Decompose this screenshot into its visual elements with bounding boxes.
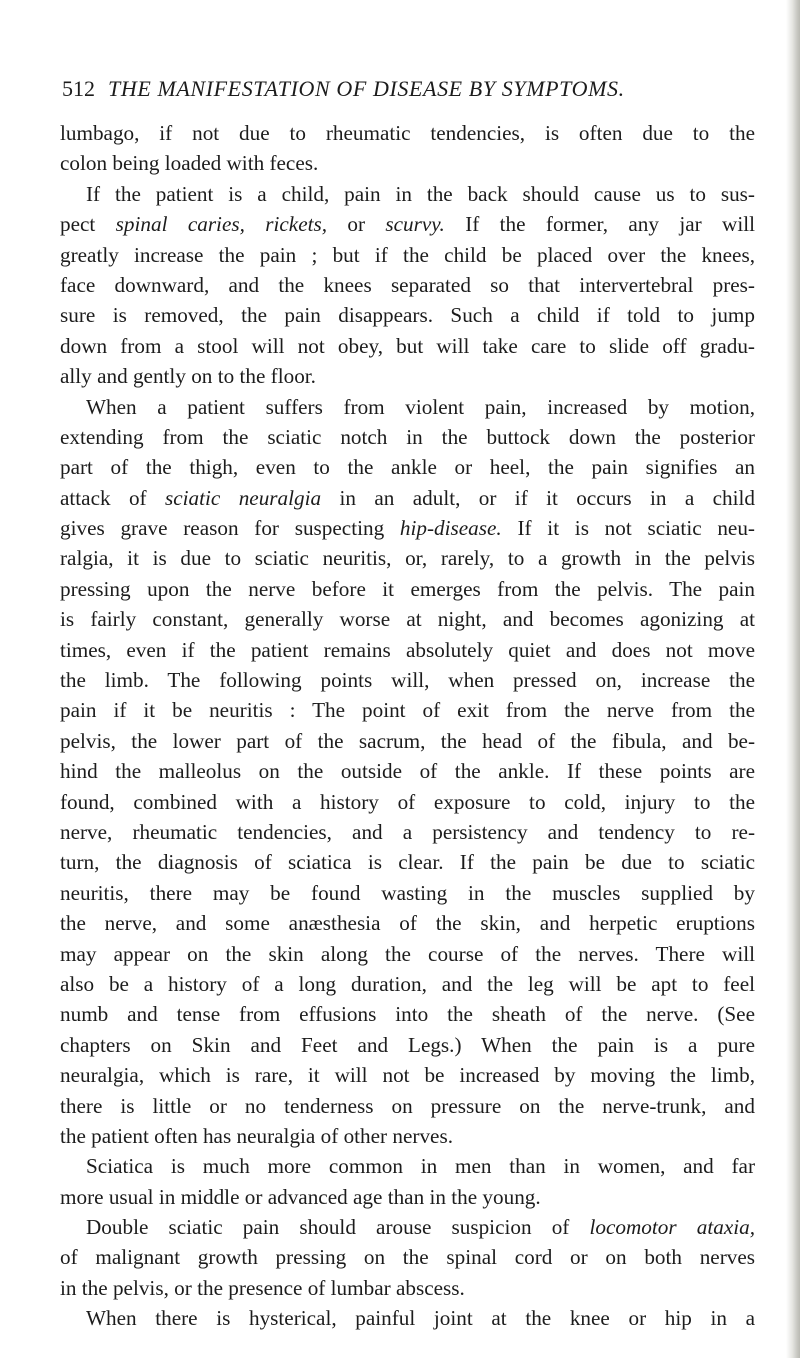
text-segment: pect — [60, 212, 116, 237]
text-line — [60, 878, 755, 908]
text-segment: Sciatica is much more common in men than in women, and far — [86, 1154, 755, 1179]
text-segment: times, even if the patient remains absolutely quiet and does not move — [60, 637, 755, 662]
text-line — [60, 908, 755, 938]
text-line — [60, 1242, 755, 1272]
text-segment: or — [327, 212, 386, 237]
text-segment: in the pelvis, or the presence of lumbar abscess. — [60, 1275, 465, 1300]
text-line — [60, 270, 755, 300]
text-line — [60, 635, 755, 665]
text-line — [60, 847, 755, 877]
text-line — [60, 209, 755, 239]
italic-term: hip-disease. — [399, 516, 502, 541]
text-segment: ralgia, it is due to sciatic neuritis, or, rarely, to a growth in the pelvis — [60, 546, 755, 571]
text-line — [60, 361, 755, 391]
text-segment: neuritis, there may be found wasting in the muscles supplied by — [60, 880, 755, 905]
text-segment: the patient often has neuralgia of other nerves. — [60, 1123, 453, 1148]
text-segment: turn, the diagnosis of sciatica is clear. If the pain be due to sciatic — [60, 850, 755, 875]
text-line — [60, 118, 755, 148]
text-line — [60, 452, 755, 482]
text-segment: more usual in middle or advanced age than in the young. — [60, 1184, 541, 1209]
text-segment: extending from the sciatic notch in the buttock down the posterior — [60, 424, 755, 449]
text-line — [60, 483, 755, 513]
text-segment: neuralgia, which is rare, it will not be increased by moving the limb, — [60, 1063, 755, 1088]
text-line — [60, 179, 755, 209]
text-segment: gives grave reason for suspecting — [60, 516, 400, 541]
text-line — [60, 1182, 755, 1212]
text-segment: When a patient suffers from violent pain, increased by motion, — [86, 394, 755, 419]
text-line — [60, 331, 755, 361]
text-segment: attack of — [60, 485, 165, 510]
text-line — [60, 543, 755, 573]
text-segment: down from a stool will not obey, but will take care to slide off gradu- — [60, 333, 755, 358]
text-segment: Double sciatic pain should arouse suspicion of — [86, 1215, 590, 1240]
text-line — [60, 1060, 755, 1090]
text-line — [60, 1121, 755, 1151]
text-line — [60, 392, 755, 422]
text-segment: If the patient is a child, pain in the back should cause us to sus- — [86, 181, 755, 206]
text-segment: When there is hysterical, painful joint at the knee or hip in a — [86, 1306, 755, 1331]
body-text — [60, 118, 755, 1334]
page-edge-shadow — [786, 0, 800, 1358]
italic-term: spinal caries, rickets, — [115, 212, 328, 237]
text-line — [60, 148, 755, 178]
text-line — [60, 422, 755, 452]
text-segment: hind the malleolus on the outside of the ankle. If these points are — [60, 759, 755, 784]
text-line — [60, 817, 755, 847]
text-segment: also be a history of a long duration, and the leg will be apt to feel — [60, 971, 755, 996]
text-segment: pain if it be neuritis : The point of exit from the nerve from the — [60, 698, 755, 723]
text-segment: found, combined with a history of exposure to cold, injury to the — [60, 789, 755, 814]
text-segment: may appear on the skin along the course of the nerves. There will — [60, 941, 755, 966]
text-segment: greatly increase the pain ; but if the child be placed over the knees, — [60, 242, 755, 267]
italic-term: locomotor ataxia, — [589, 1215, 756, 1240]
text-line — [60, 695, 755, 725]
text-line — [60, 1273, 755, 1303]
running-head: THE MANIFESTATION OF DISEASE BY SYMPTOMS. — [108, 76, 625, 101]
italic-term: scurvy. — [385, 212, 445, 237]
text-line — [60, 726, 755, 756]
text-segment: numb and tense from effusions into the sheath of the nerve. (See — [60, 1002, 755, 1027]
text-segment: pressing upon the nerve before it emerges from the pelvis. The pain — [60, 576, 755, 601]
text-segment: face downward, and the knees separated so that intervertebral pres- — [60, 272, 755, 297]
text-segment: pelvis, the lower part of the sacrum, the head of the fibula, and be- — [60, 728, 755, 753]
text-line — [60, 513, 755, 543]
text-line — [60, 969, 755, 999]
text-segment: If the former, any jar will — [444, 212, 755, 237]
page-header — [62, 74, 762, 104]
text-line — [60, 300, 755, 330]
text-segment: sure is removed, the pain disappears. Such a child if told to jump — [60, 303, 755, 328]
text-segment: chapters on Skin and Feet and Legs.) When the pain is a pure — [60, 1032, 755, 1057]
text-line — [60, 604, 755, 634]
text-line — [60, 574, 755, 604]
text-line — [60, 240, 755, 270]
page-number: 512 — [62, 76, 95, 101]
text-segment: there is little or no tenderness on pressure on the nerve-trunk, and — [60, 1093, 755, 1118]
text-line — [60, 665, 755, 695]
text-line — [60, 999, 755, 1029]
text-line — [60, 787, 755, 817]
text-line — [60, 1091, 755, 1121]
text-segment: lumbago, if not due to rheumatic tendencies, is often due to the — [60, 121, 755, 145]
text-line — [60, 756, 755, 786]
text-segment: the nerve, and some anæsthesia of the skin, and herpetic eruptions — [60, 911, 755, 936]
italic-term: sciatic neuralgia — [165, 485, 322, 510]
text-segment: ally and gently on to the floor. — [60, 364, 316, 389]
text-line — [60, 1212, 755, 1242]
text-segment: If it is not sciatic neu- — [501, 516, 755, 541]
text-line — [60, 1030, 755, 1060]
text-segment: of malignant growth pressing on the spinal cord or on both nerves — [60, 1245, 755, 1270]
text-line — [60, 939, 755, 969]
text-segment: colon being loaded with feces. — [60, 151, 319, 176]
text-segment: nerve, rheumatic tendencies, and a persistency and tendency to re- — [60, 819, 755, 844]
text-segment: the limb. The following points will, when pressed on, increase the — [60, 668, 755, 693]
text-segment: is fairly constant, generally worse at night, and becomes agonizing at — [60, 607, 755, 632]
text-line — [60, 1151, 755, 1181]
text-segment: part of the thigh, even to the ankle or heel, the pain signifies an — [60, 455, 755, 480]
text-line — [60, 1303, 755, 1333]
text-segment: in an adult, or if it occurs in a child — [321, 485, 755, 510]
